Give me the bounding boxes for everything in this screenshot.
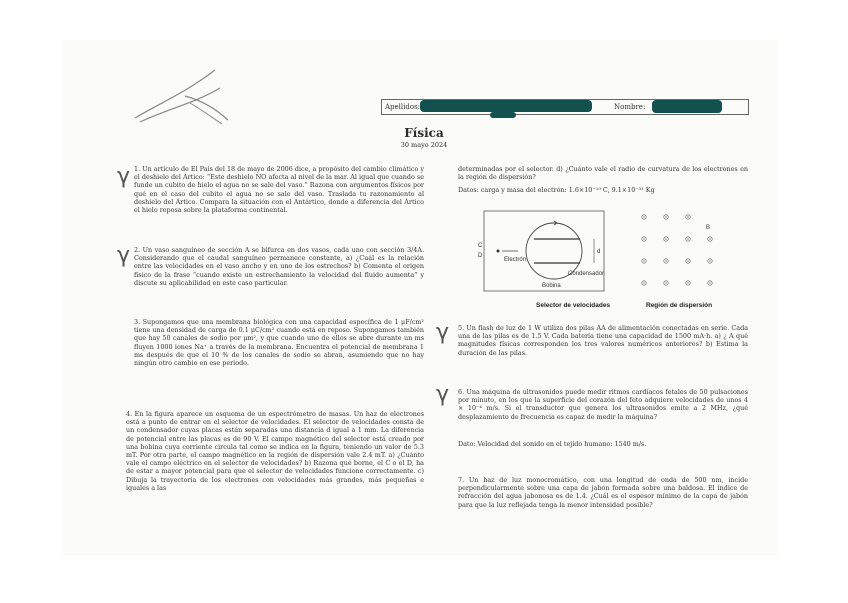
- page-title: Física: [404, 126, 444, 140]
- question-5: 5. Un flash de luz de 1 W utiliza dos pilas AA de alimentación conectadas en serie. Cada una de las pilas es de 1.5 V. Cada batería tiene una capacidad de 1500 mA·h. a) ¿ A qué magnitudes físicas corresponden los tres valores numéricos anteriores? b) Estima la duración de las pilas.: [458, 324, 748, 357]
- question-4-data: Datos: carga y masa del electrón: 1.6×10⁻¹⁹ C, 9.1×10⁻³¹ Kg: [458, 186, 655, 194]
- question-2: 2. Un vaso sanguíneo de sección A se bifurca en dos vasos, cada uno con sección 3/4A. Considerando que el caudal sanguíneo permanece constante, a) ¿Cuál es la relación entre las velocidades en el vaso ancho y en uno de los estrechos? b) Comenta el origen físico de la frase “cuando existe un estrechamiento la velocidad del fluido aumenta” y discute su aplicabilidad en este caso particular.: [134, 246, 424, 287]
- caption-dispersion: Región de dispersión: [646, 302, 713, 309]
- coil-current-arrow: [550, 221, 557, 225]
- dispersion-field-dots: [642, 215, 712, 285]
- redacted-surname: [420, 100, 592, 112]
- label-capacitor: Condensador: [568, 271, 605, 277]
- electron-dot: [497, 250, 500, 253]
- question-6-data: Dato: Velocidad del sonido en el tejido humano: 1540 m/s.: [458, 440, 647, 448]
- question-7: 7. Un haz de luz monocromático, con una longitud de onda de 500 nm, incide perpendicularmente sobre una capa de jabón formada sobre una baldosa. El índice de refracción del agua jabonosa es de 1.4. ¿Cuál es el espesor mínimo de la capa de jabón para que la luz reflejada tenga la menor intensidad posible?: [458, 476, 748, 509]
- label-b: B: [706, 225, 711, 231]
- handwritten-mark-q6: γ: [436, 382, 450, 407]
- handwritten-doodle: [130, 58, 240, 128]
- name-label: Nombre:: [614, 103, 646, 111]
- question-3: 3. Supongamos que una membrana biológica con una capacidad específica de 1 μF/cm² tiene una densidad de carga de 0.1 μC/cm² cuando está en reposo. Supongamos también que hay 50 canales de sodio por μm², y que cuando uno de ellos se abre durante un ms fluyen 1000 iones Na⁺ a través de la membrana. Encuentra el potencial de membrana 1 ms después de que el 10 % de los canales de sodio se abran, asumiendo que no hay ningún otro cambio en ese periodo.: [134, 318, 424, 368]
- label-coil: Bobina: [542, 283, 561, 289]
- handwritten-mark-q5: γ: [436, 320, 450, 345]
- surname-label: Apellidos:: [385, 103, 421, 111]
- label-electron: Electrón: [504, 257, 527, 263]
- handwritten-mark-q2: γ: [117, 243, 131, 268]
- handwritten-mark-q1: γ: [117, 164, 131, 189]
- caption-selector: Selector de velocidades: [536, 302, 611, 309]
- exam-date: 30 mayo 2024: [400, 141, 448, 149]
- mass-spectrometer-figure: [476, 205, 748, 313]
- question-4-continued: determinadas por el selector. d) ¿Cuánto vale el radio de curvatura de los electrones en la región de dispersión?: [458, 165, 748, 182]
- redacted-surname-tail: [490, 112, 516, 118]
- label-c: C: [478, 243, 483, 249]
- question-6: 6. Una máquina de ultrasonidos puede medir ritmos cardíacos fetales de 50 pulsaciones por minuto, en los que la superficie del corazón del feto adquiere velocidades de unos 4 × 10⁻⁴ m/s. Si el transductor que genera los ultrasonidos emite a 2 MHz, ¿qué desplazamiento de frecuencia es capaz de medir la máquina?: [458, 388, 748, 421]
- question-1: 1. Un artículo de El País del 18 de mayo de 2006 dice, a propósito del cambio climático y el deshielo del Ártico: “Este deshielo NO afecta al nivel de la mar. Al igual que cuando se funde un cubito de hielo el agua no se sale del vaso.” Razona con argumentos físicos por qué en el caso del cubito el agua no se sale del vaso. Traslada tu razonamiento al deshielo del Ártico. Compara la situación con el Antártico, donde a diferencia del Ártico el hielo reposa sobre la plataforma continental.: [134, 165, 424, 215]
- label-distance: d: [597, 249, 601, 255]
- label-d: D: [478, 253, 483, 259]
- question-4: 4. En la figura aparece un esquema de un espectrómetro de masas. Un haz de electrones está a punto de entrar en el selector de velocidades. El selector de velocidades consta de un condensador cuyas placas están separadas una distancia d igual a 1 mm. La diferencia de potencial entre las placas es de 90 V. El campo magnético del selector está creado por una bobina cuya corriente circula tal como se indica en la figura, teniendo un valor de 5.3 mT. Por otra parte, el campo magnético en la región de dispersión vale 2.4 mT. a) ¿Cuánto vale el campo eléctrico en el selector de velocidades? b) Razona qué borne, el C o el D, ha de estar a mayor potencial para que el selector de velocidades funcione correctamente. c) Dibuja la trayectoria de los electrones con velocidades más grandes, más pequeñas e iguales a las: [126, 410, 424, 492]
- redacted-name: [652, 100, 722, 113]
